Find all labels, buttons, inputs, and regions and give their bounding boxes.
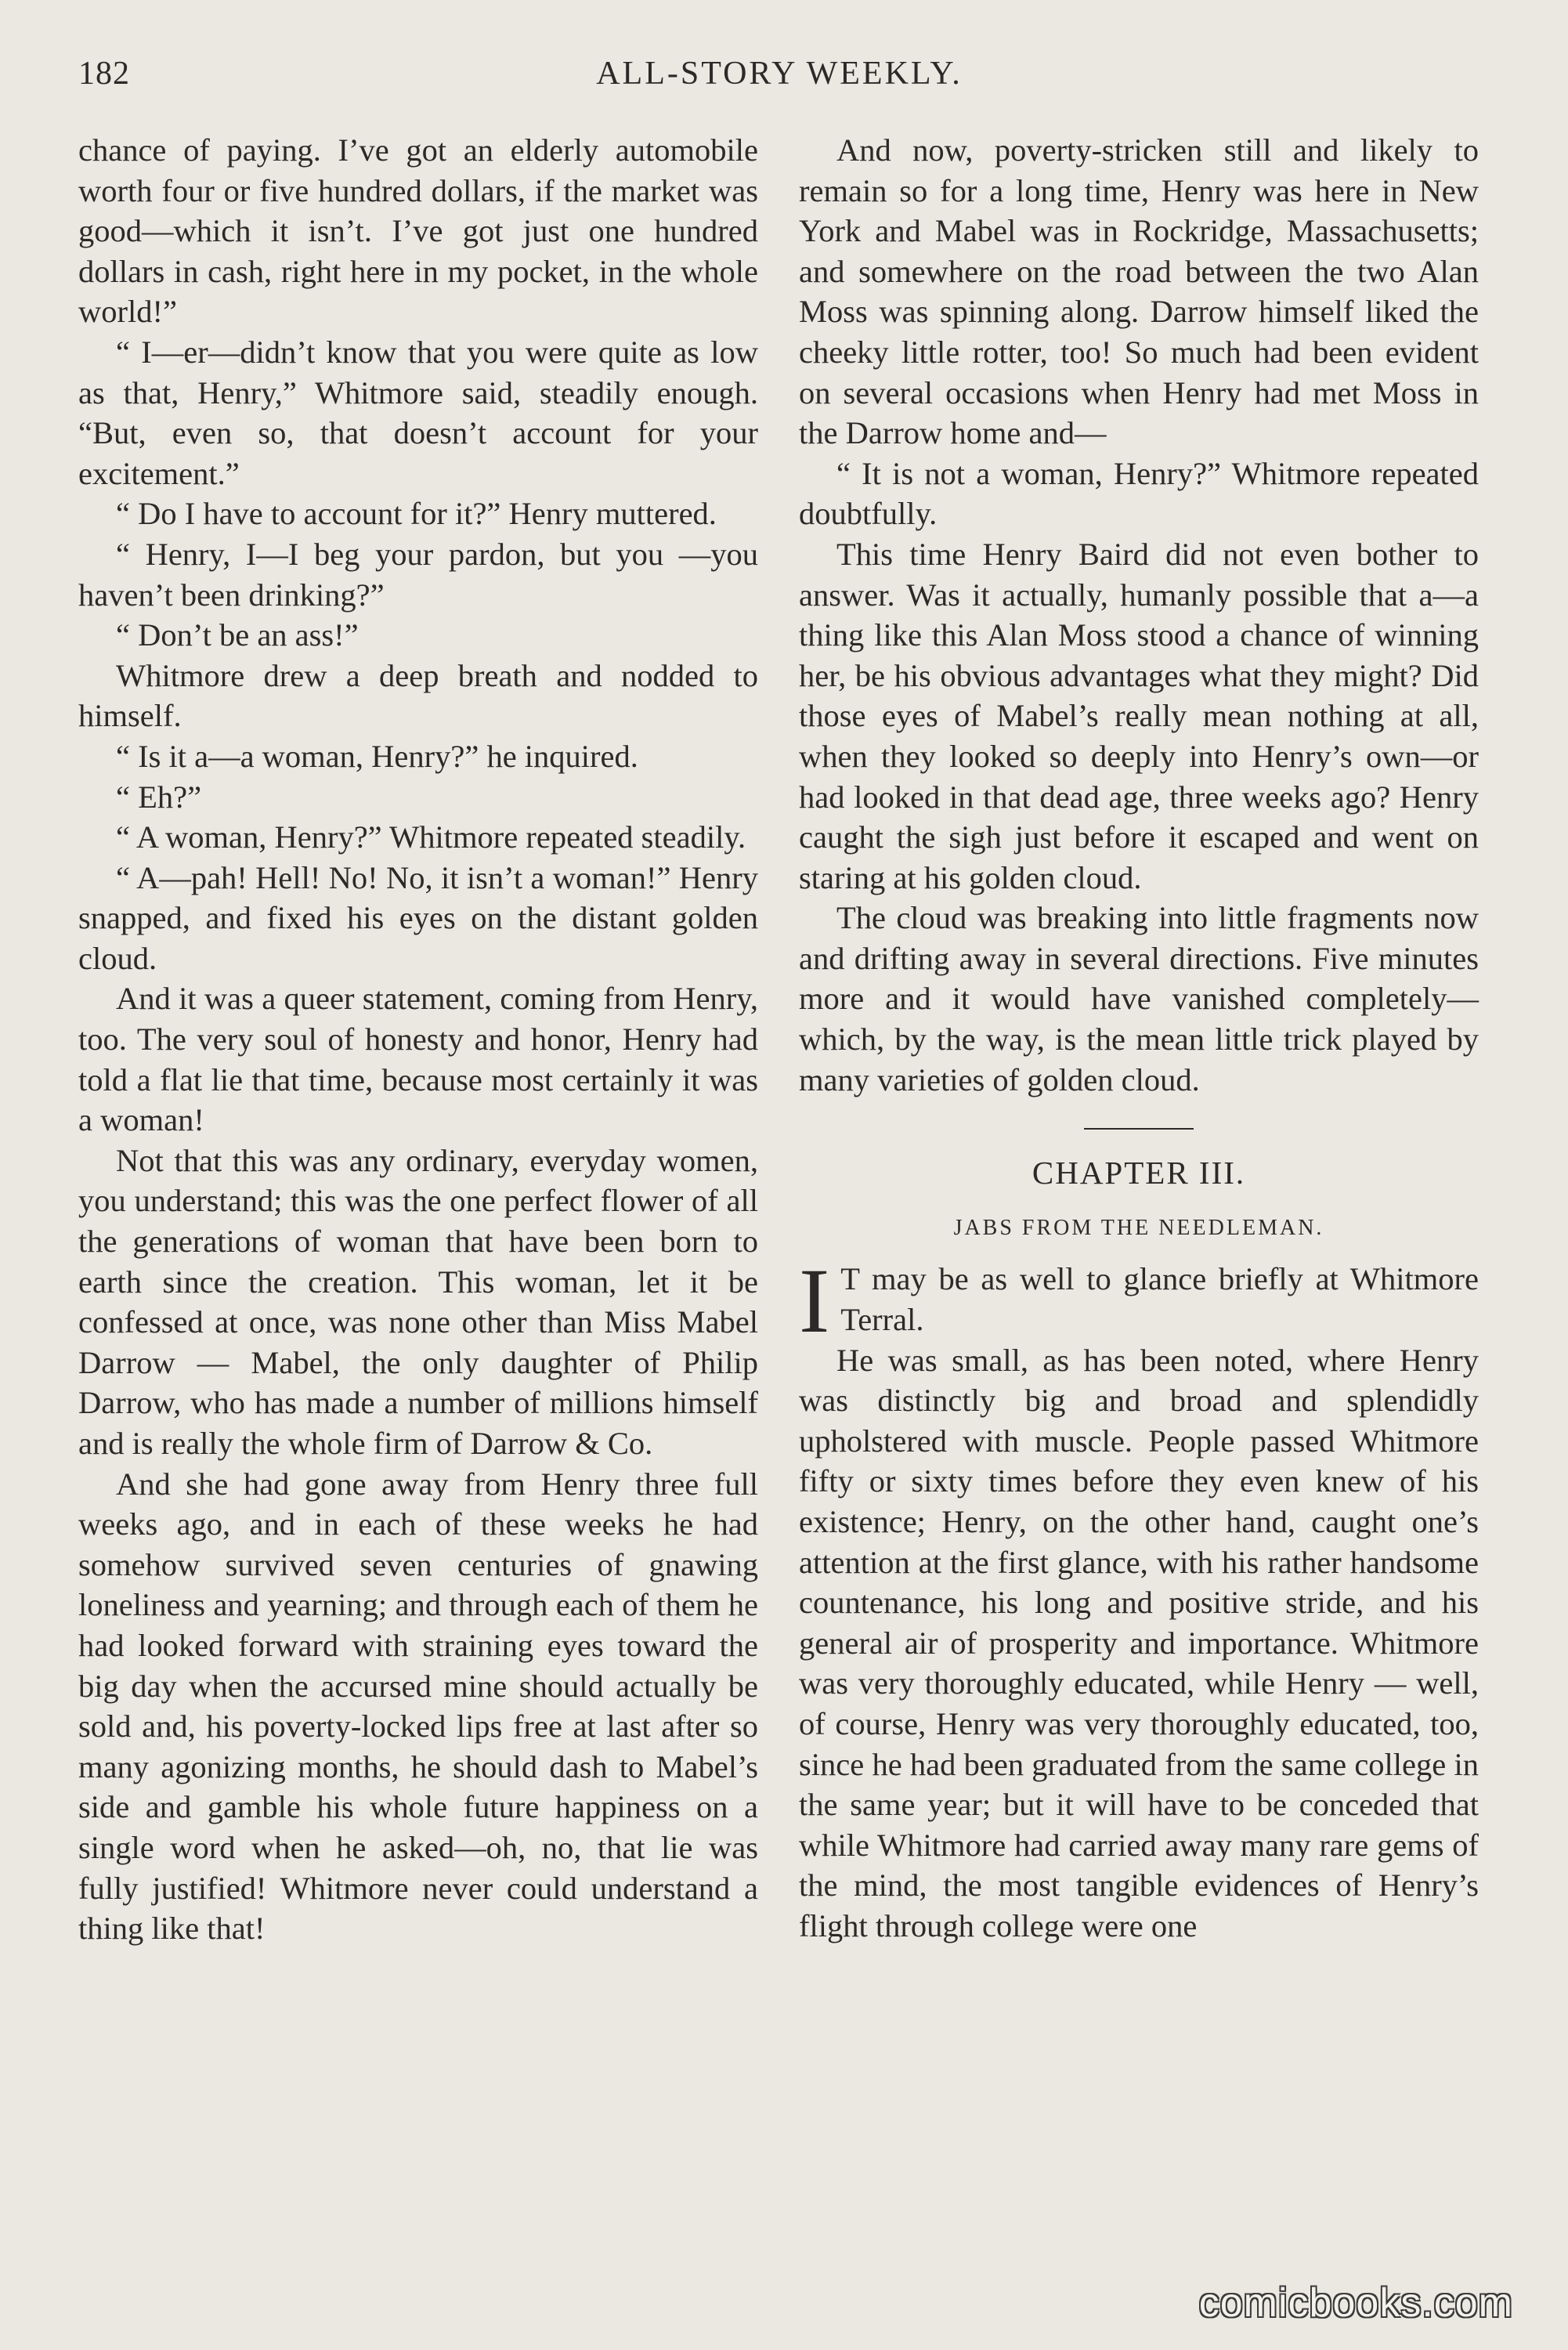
- paragraph: Whitmore drew a deep breath and nodded to himself.: [78, 657, 758, 734]
- paragraph: “ It is not a woman, Henry?” Whitmore repeated doubtfully.: [799, 455, 1479, 532]
- chapter-opening-text: T may be as well to glance briefly at Whitmore Terral.: [840, 1261, 1479, 1338]
- paragraph: And she had gone away from Henry three full weeks ago, and in each of these weeks he had somehow survived seven centuries of gnawing loneliness and yearning; and through each of them he had looked forward with straining eyes toward the big day when the accursed mine should actually be sold and, his poverty-locked lips free at last after so many agonizing months, he should dash to Mabel’s side and gamble his whole future happiness on a single word when he asked—oh, no, that lie was fully justified! Whitmore never could understand a thing like that!: [78, 1466, 758, 1947]
- paragraph: chance of paying. I’ve got an elderly automobile worth four or five hundred dollars, if the market was good—which it isn’t. I’ve got just one hundred dollars in cash, right here in my pocket, in the whole world!”: [78, 132, 758, 330]
- drop-cap: I: [799, 1249, 830, 1353]
- paragraph: “ Is it a—a woman, Henry?” he inquired.: [116, 738, 638, 774]
- paragraph: He was small, as has been noted, where Henry was distinctly big and broad and splendidly upholstered with muscle. People passed Whitmore fifty or sixty times before they even knew of his existence; Henry, on the other hand, caught one’s attention at the first glance, with his rather handsome countenance, his long and positive stride, and his general air of prosperity and importance. Whitmore was very thoroughly educated, while Henry — well, of course, Henry was very thoroughly educated, too, since he had been graduated from the same college in the same year; but it will have to be conceded that while Whitmore had carried away many rare gems of the mind, the most tangible evidences of Henry’s flight through college were one: [799, 1342, 1479, 1943]
- chapter-opening-paragraph: [799, 1249, 1479, 1353]
- paragraph: The cloud was breaking into little fragments now and drifting away in several directions. Five minutes more and it would have vanished completely—which, by the way, is the mean little trick played by many varieties of golden cloud.: [799, 900, 1479, 1097]
- paragraph: “ Henry, I—I beg your pardon, but you —you haven’t been drinking?”: [78, 536, 758, 613]
- paragraph: And now, poverty-stricken still and likely to remain so for a long time, Henry was here in New York and Mabel was in Rockridge, Massachusetts; and somewhere on the road between the two Alan Moss was spinning along. Darrow himself liked the cheeky little rotter, too! So much had been evident on several occasions when Henry had met Moss in the Darrow home and—: [799, 132, 1479, 451]
- paragraph: “ A woman, Henry?” Whitmore repeated steadily.: [116, 819, 746, 855]
- chapter-subtitle: JABS FROM THE NEEDLEMAN.: [953, 1215, 1324, 1240]
- paragraph: “ Do I have to account for it?” Henry muttered.: [116, 496, 717, 532]
- running-title: ALL-STORY WEEKLY.: [596, 56, 963, 92]
- section-divider: [1084, 1128, 1194, 1130]
- page-header: [78, 55, 1480, 110]
- paragraph: “ I—er—didn’t know that you were quite as low as that, Henry,” Whitmore said, steadily enough. “But, even so, that doesn’t account for your excitement.”: [78, 334, 758, 491]
- paragraph: And it was a queer statement, coming from Henry, too. The very soul of honesty and honor, Henry had told a flat lie that time, because most certainly it was a woman!: [78, 981, 758, 1138]
- paragraph: “ Eh?”: [116, 779, 202, 815]
- chapter-title: CHAPTER III.: [1031, 1155, 1246, 1191]
- paragraph: Not that this was any ordinary, everyday women, you understand; this was the one perfect flower of all the generations of woman that have been born to earth since the creation. This woman, let it be confessed at once, was none other than Miss Mabel Darrow — Mabel, the only daughter of Philip Darrow, who has made a number of millions himself and is really the whole firm of Darrow & Co.: [78, 1142, 758, 1461]
- left-column: [78, 130, 758, 1949]
- right-column: [799, 130, 1479, 1947]
- paragraph: “ A—pah! Hell! No! No, it isn’t a woman!” Henry snapped, and fixed his eyes on the distant golden cloud.: [78, 859, 758, 976]
- watermark: comicbooks.com: [1198, 2280, 1513, 2326]
- paragraph: “ Don’t be an ass!”: [116, 617, 359, 653]
- paragraph: This time Henry Baird did not even bother to answer. Was it actually, humanly possible that a—a thing like this Alan Moss stood a chance of winning her, be his obvious advantages what they might? Did those eyes of Mabel’s really mean nothing at all, when they looked so deeply into Henry’s own—or had looked in that dead age, three weeks ago? Henry caught the sigh just before it escaped and went on staring at his golden cloud.: [799, 536, 1479, 895]
- page-number: 182: [78, 56, 130, 92]
